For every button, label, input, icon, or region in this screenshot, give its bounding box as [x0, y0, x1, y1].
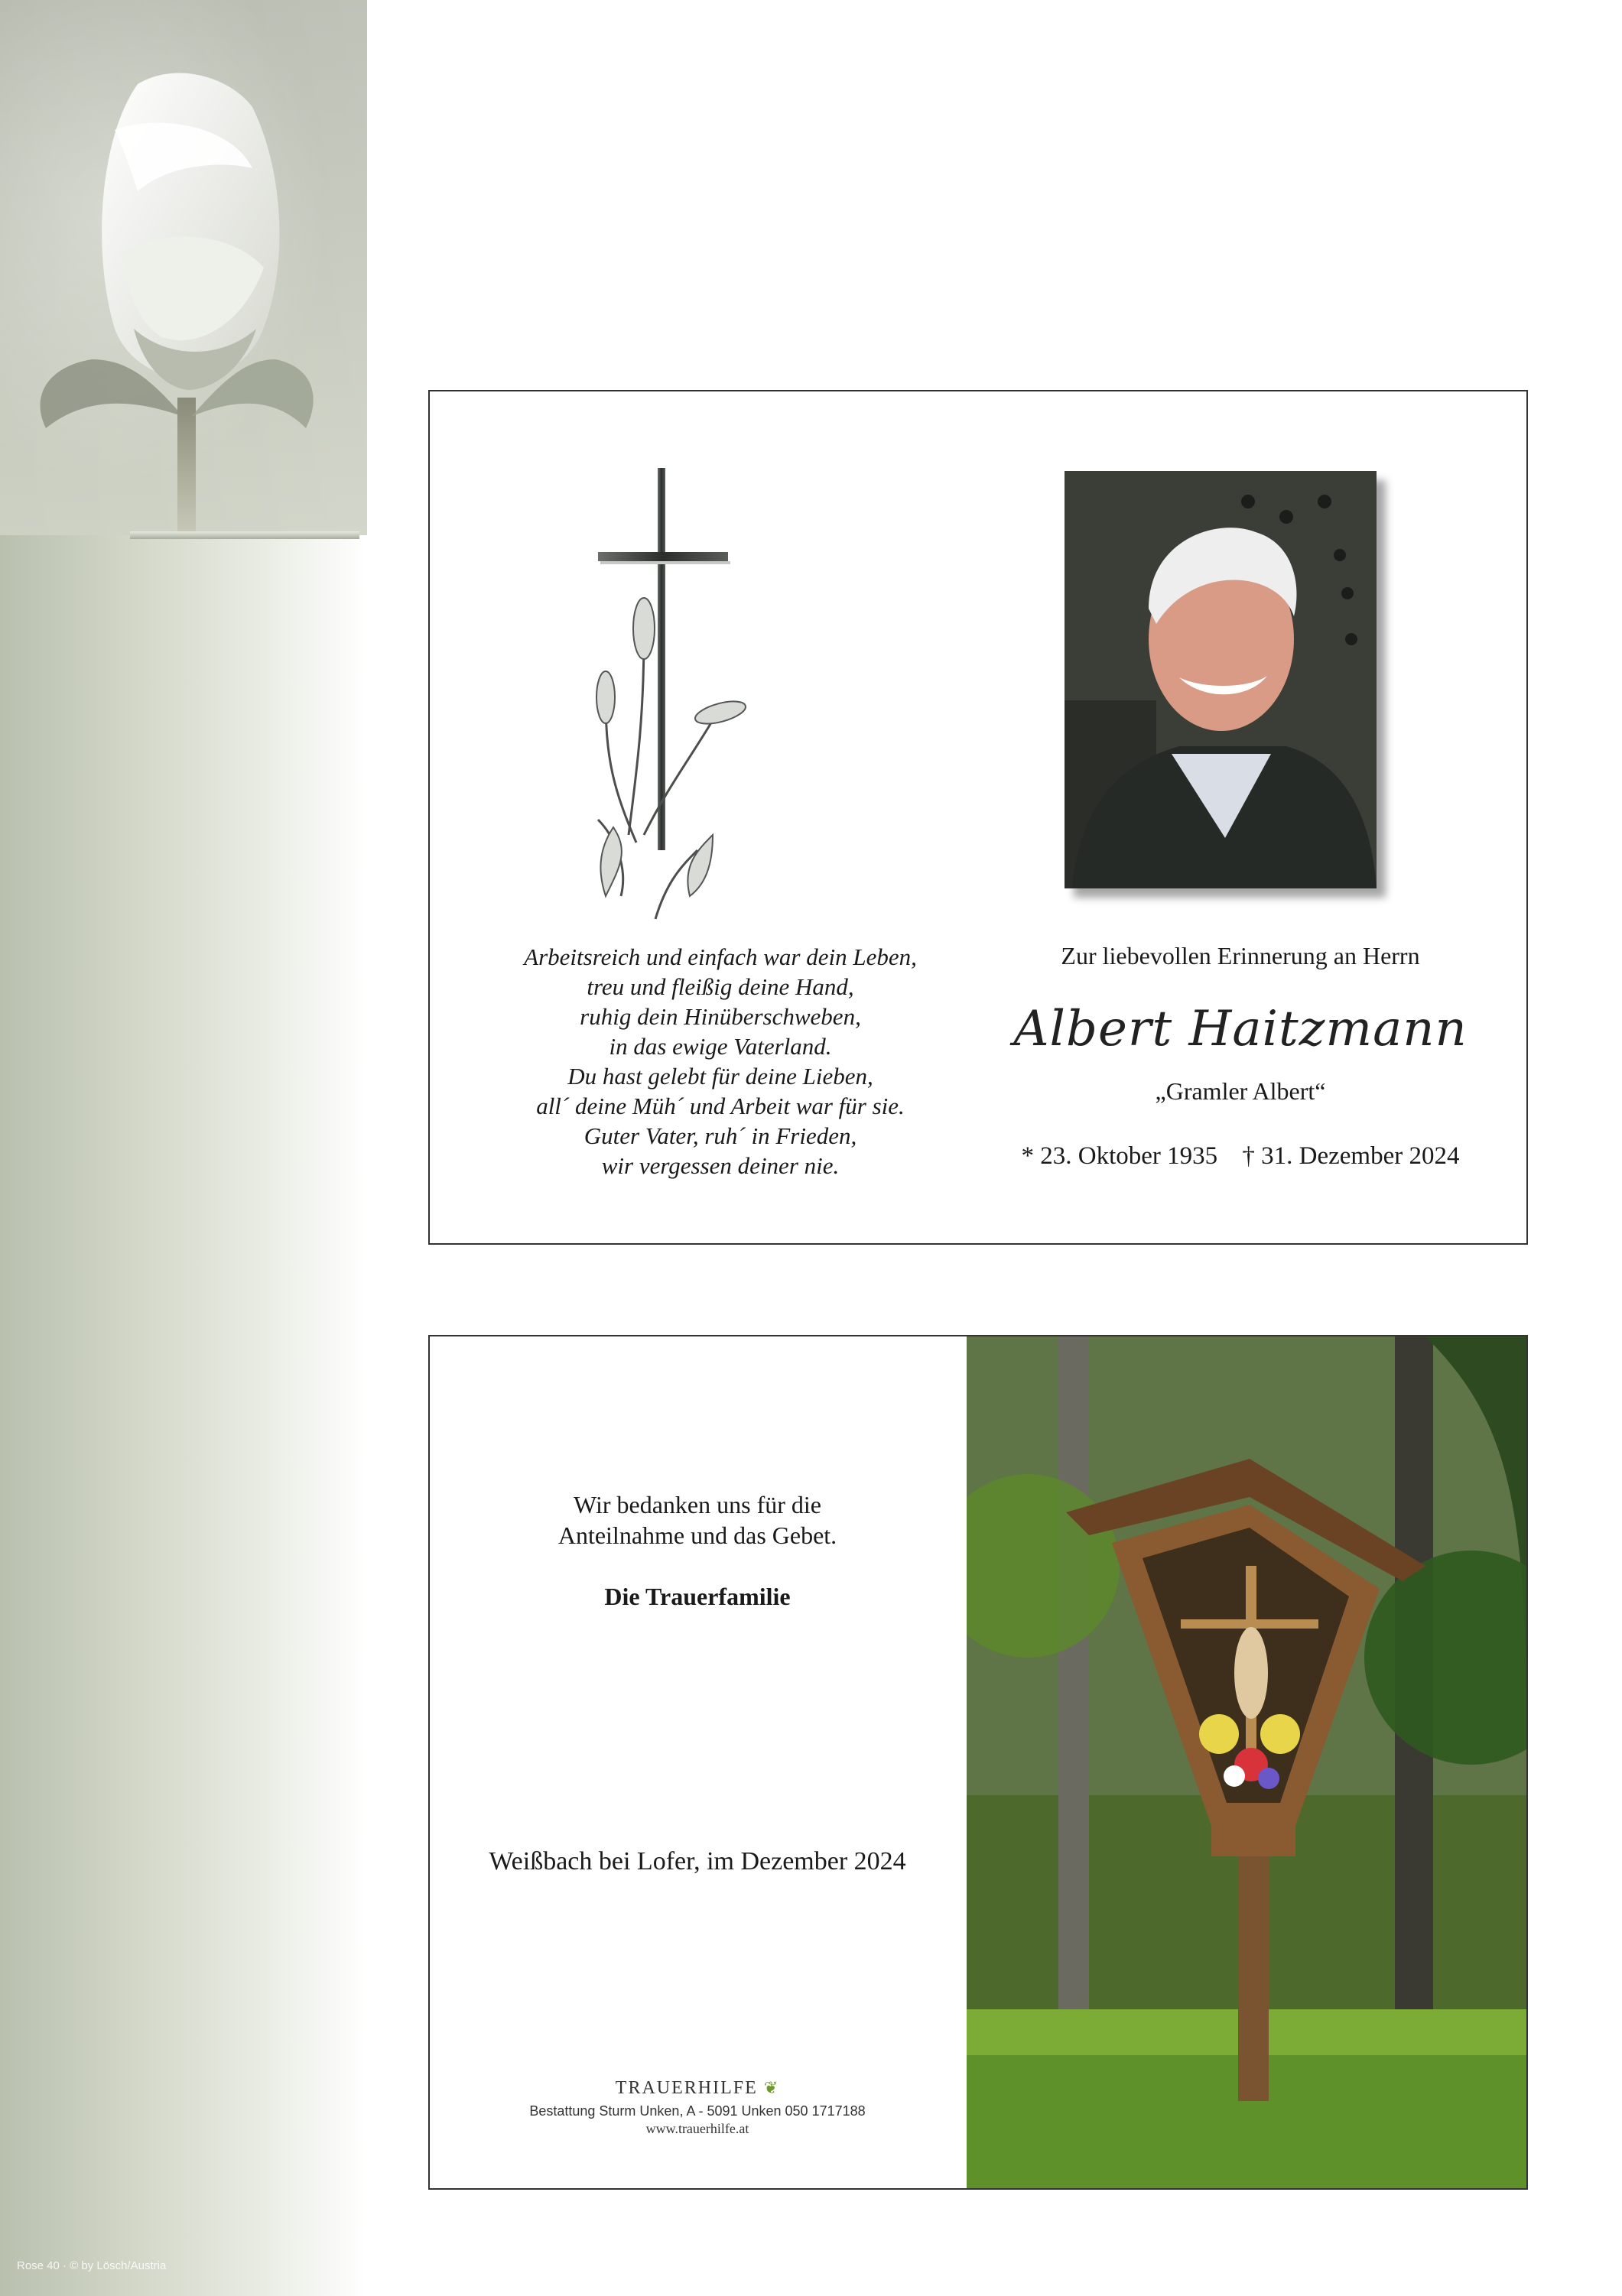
life-dates	[965, 1142, 1516, 1171]
wayside-shrine-illustration	[967, 1336, 1526, 2188]
funeral-home-info	[430, 2078, 965, 2137]
death-date: † 31. Dezember 2024	[1242, 1142, 1460, 1170]
portrait-photo	[1065, 471, 1377, 888]
poem-line: treu und fleißig deine Hand,	[587, 973, 854, 1000]
poem-line: Arbeitsreich und einfach war dein Leben,	[524, 943, 917, 970]
memorial-card-front	[428, 390, 1528, 1245]
place-and-date: Weißbach bei Lofer, im Dezember 2024	[489, 1847, 906, 1875]
wayside-shrine-photo	[967, 1336, 1526, 2188]
image-credit: Rose 40 · © by Lösch/Austria	[17, 2259, 167, 2272]
family-signature: Die Trauerfamilie	[604, 1583, 791, 1610]
funeral-home-brand	[430, 2078, 965, 2099]
memorial-card-back	[428, 1335, 1528, 2190]
decorative-sidebar	[0, 0, 367, 2296]
cross-with-wheat	[583, 468, 782, 927]
poem-line: wir vergessen deiner nie.	[601, 1152, 840, 1179]
cross-icon	[583, 468, 782, 927]
memorial-text	[965, 942, 1516, 1171]
poem-line: ruhig dein Hinüberschweben,	[580, 1003, 861, 1030]
sidebar-shelf	[130, 531, 359, 539]
poem-line: in das ewige Vaterland.	[609, 1033, 832, 1060]
birth-date: * 23. Oktober 1935	[1021, 1142, 1218, 1170]
thanks-line: Wir bedanken uns für die	[574, 1491, 821, 1518]
thanks-message	[430, 1489, 965, 1551]
funeral-home-website: www.trauerhilfe.at	[645, 2121, 749, 2136]
funeral-home-address: Bestattung Sturm Unken, A - 5091 Unken 050 1717188	[529, 2103, 866, 2119]
white-rose-image	[0, 0, 367, 535]
poem-line: all´ deine Müh´ und Arbeit war für sie.	[536, 1093, 905, 1119]
deceased-nickname: „Gramler Albert“	[1155, 1077, 1326, 1105]
portrait-illustration	[1065, 471, 1377, 888]
deceased-name: Albert Haitzmann	[1013, 1001, 1468, 1057]
brand-text: TRAUERHILFE	[615, 2078, 758, 2098]
thanks-line: Anteilnahme und das Gebet.	[557, 1521, 837, 1549]
memorial-poem	[460, 942, 980, 1180]
poem-line: Du hast gelebt für deine Lieben,	[567, 1063, 873, 1090]
poem-line: Guter Vater, ruh´ in Frieden,	[583, 1122, 857, 1149]
memorial-intro: Zur liebevollen Erinnerung an Herrn	[1061, 942, 1420, 969]
dove-icon: ❦	[763, 2078, 780, 2097]
